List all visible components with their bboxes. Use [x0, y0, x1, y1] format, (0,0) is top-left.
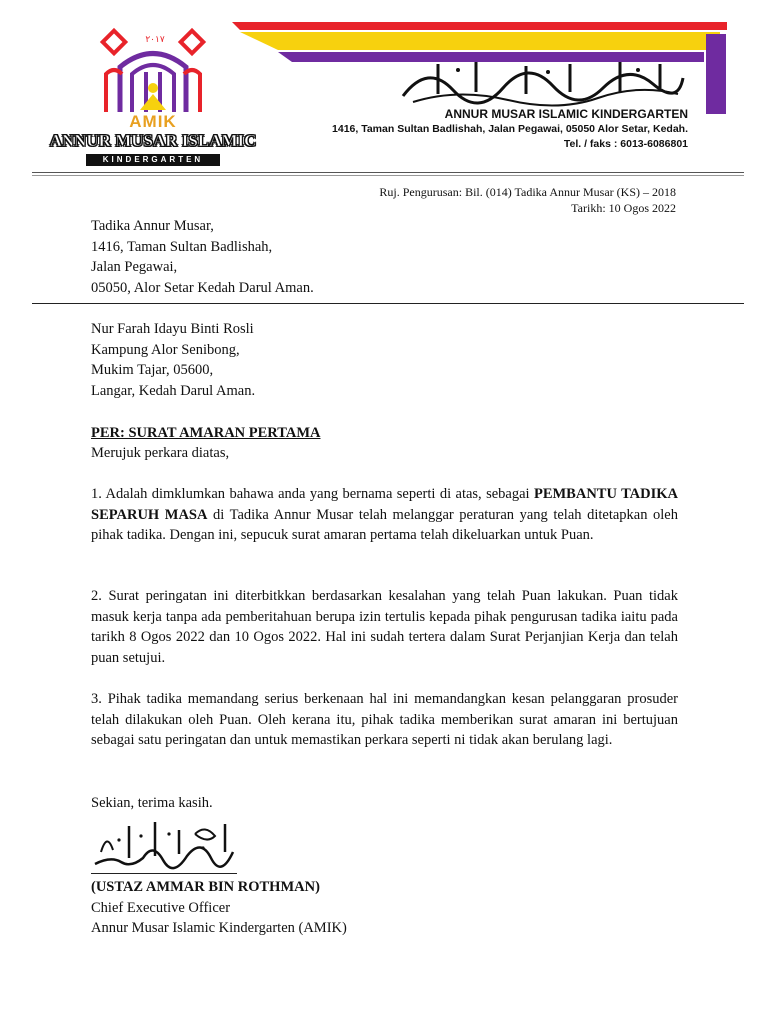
paragraph-1-position: PEMBANTU TADIKA SEPARUH MASA: [91, 486, 679, 523]
sender-address-line: Jalan Pegawai,: [91, 259, 178, 275]
letter-subject: PER: SURAT AMARAN PERTAMA: [91, 425, 321, 441]
logo-year: ٢٠١٧: [145, 34, 165, 44]
organization-name: ANNUR MUSAR ISLAMIC KINDERGARTEN: [444, 107, 688, 121]
paragraph-1-body: di Tadika Annur Musar telah melanggar peraturan yang telah ditetapkan oleh pihak tadika. Dengan ini, sepucuk surat amaran pertama telah dikeluarkan untuk Puan.: [91, 506, 678, 544]
paragraph-3: 3. Pihak tadika memandang serius berkenaan hal ini memandangkan kesan pelanggaran prosuder telah dilakukan oleh Puan. Oleh kerana itu, pihak tadika memberikan surat amaran ini bertujuan sebagai satu peringatan dan untuk memastikan perkara seperti ni tidak akan berulang lagi.: [91, 691, 678, 749]
signatory-block: [91, 877, 347, 939]
logo-name: ANNUR MUSAR ISLAMIC: [49, 131, 257, 150]
recipient-address-line: Mukim Tajar, 05600,: [91, 362, 214, 378]
logo-subtitle: KINDERGARTEN: [86, 154, 220, 166]
handwritten-signature: [91, 812, 237, 874]
recipient-name: Nur Farah Idayu Binti Rosli: [91, 321, 254, 337]
paragraph-1: [91, 484, 678, 546]
sender-address: [91, 216, 314, 298]
header-rule-secondary: [32, 175, 744, 176]
salam-calligraphy: [398, 58, 688, 108]
letter-opening: Merujuk perkara diatas,: [91, 445, 230, 461]
signatory-organization: Annur Musar Islamic Kindergarten (AMIK): [91, 920, 347, 936]
header-rule: [32, 172, 744, 173]
paragraph-2: 2. Surat peringatan ini diterbitkkan berdasarkan kesalahan yang telah Puan lakukan. Puan tidak masuk kerja tanpa ada pemberitahuan berupa izin tertulis kepada pihak pengurusan tadika iaitu pada tarikh 8 Ogos 2022 dan 10 Ogos 2022. Hal ini sudah tertera dalam Surat Perjanjian Kerja dan telah puan setujui.: [91, 588, 678, 666]
organization-address: 1416, Taman Sultan Badlishah, Jalan Pegawai, 05050 Alor Setar, Kedah.: [332, 123, 688, 135]
logo-abbreviation: AMIK: [129, 112, 177, 131]
recipient-address-line: Langar, Kedah Darul Aman.: [91, 382, 256, 399]
address-divider: [32, 303, 744, 304]
sender-address-line: 05050, Alor Setar Kedah Darul Aman.: [91, 279, 314, 296]
reference-number: Ruj. Pengurusan: Bil. (014) Tadika Annur Musar (KS) – 2018: [379, 185, 676, 199]
sender-address-line: 1416, Taman Sultan Badlishah,: [91, 238, 273, 255]
recipient-address-line: Kampung Alor Senibong,: [91, 341, 240, 358]
letter-date: Tarikh: 10 Ogos 2022: [571, 201, 676, 215]
signatory-name: (USTAZ AMMAR BIN ROTHMAN): [91, 879, 320, 895]
letter-closing: Sekian, terima kasih.: [91, 795, 213, 811]
recipient-address: [91, 319, 255, 401]
signatory-title: Chief Executive Officer: [91, 899, 231, 916]
organization-phone: Tel. / faks : 6013-6086801: [563, 138, 688, 150]
sender-address-line: Tadika Annur Musar,: [91, 218, 214, 234]
reference-block: [379, 184, 676, 216]
paragraph-1-intro: 1. Adalah dimklumkan bahawa anda yang bernama seperti di atas, sebagai: [91, 486, 534, 502]
signature-line: [91, 873, 237, 874]
